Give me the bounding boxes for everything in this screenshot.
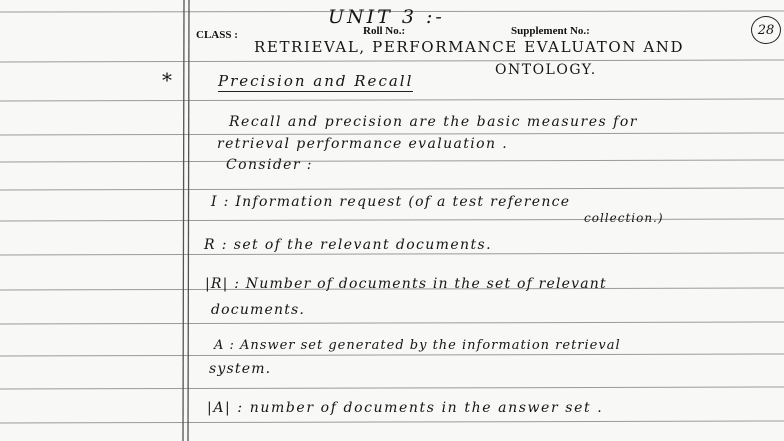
def-i-line-1: I : Information request (of a test reference: [211, 194, 571, 210]
def-a-line-2: system.: [209, 361, 272, 377]
intro-line-3: Consider :: [226, 157, 313, 173]
page-number: 28: [751, 16, 781, 44]
intro-line-2: retrieval performance evaluation .: [217, 136, 509, 152]
unit-title: UNIT 3 :-: [328, 6, 445, 28]
def-a-line-1: A : Answer set generated by the information retrieval: [214, 338, 621, 353]
def-i-line-2: collection.): [584, 211, 664, 225]
topic-line-2: ONTOLOGY.: [495, 62, 597, 78]
def-r-line: R : set of the relevant documents.: [204, 237, 492, 253]
def-a-count-line: |A| : number of documents in the answer set .: [207, 400, 604, 416]
def-r-count-line-1: |R| : Number of documents in the set of relevant: [205, 276, 607, 292]
bullet-marker: *: [162, 68, 174, 92]
class-label: CLASS :: [196, 29, 238, 41]
intro-line-1: Recall and precision are the basic measures for: [229, 114, 638, 130]
topic-line-1: RETRIEVAL, PERFORMANCE EVALUATON AND: [254, 38, 685, 56]
supplement-label: Supplement No.:: [511, 25, 590, 37]
roll-no-label: Roll No.:: [363, 25, 406, 37]
section-heading: Precision and Recall: [218, 72, 414, 90]
def-r-count-line-2: documents.: [211, 302, 306, 318]
